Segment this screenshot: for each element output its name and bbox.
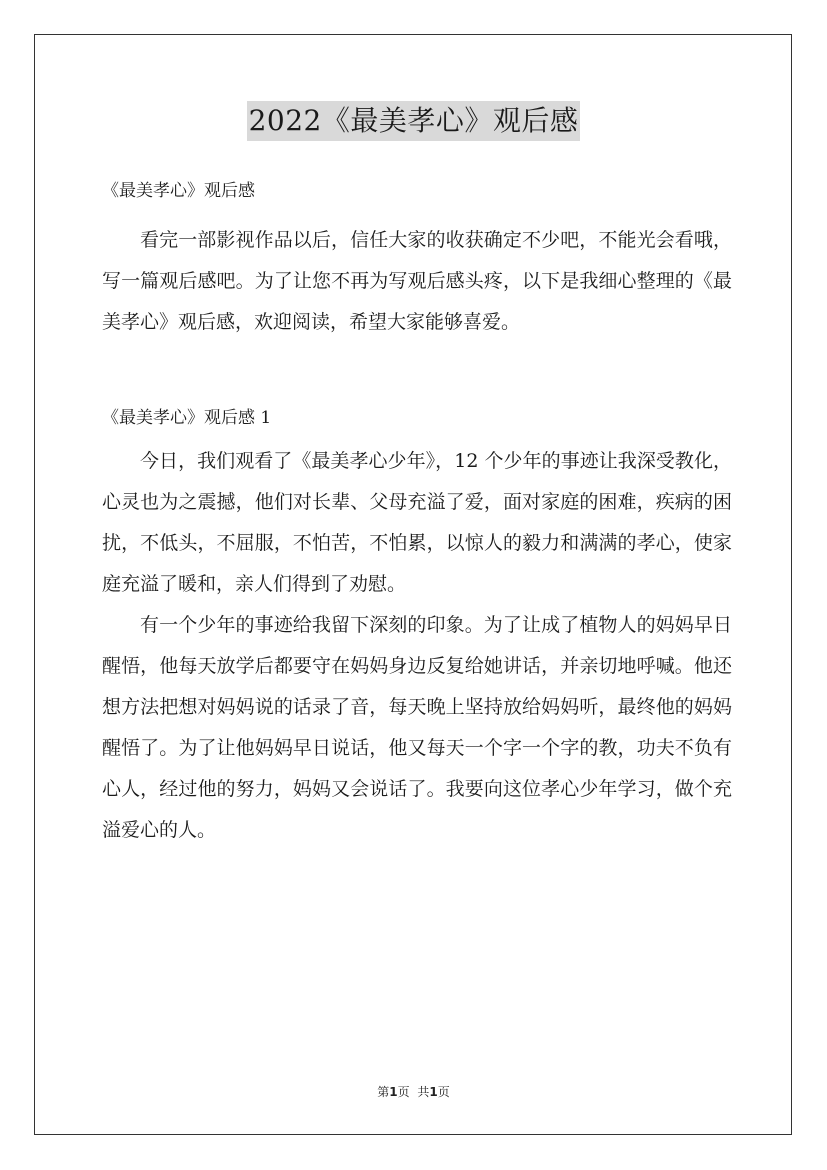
- footer-total-unit: 页: [437, 1085, 450, 1099]
- footer-total-prefix: 共: [417, 1085, 430, 1099]
- title-container: [0, 101, 827, 141]
- document-body: [102, 174, 732, 851]
- footer-prefix: 第: [377, 1085, 390, 1099]
- footer-page-unit: 页: [397, 1085, 410, 1099]
- intro-paragraph: 看完一部影视作品以后，信任大家的收获确定不少吧，不能光会看哦，写一篇观后感吧。为了让您不再为写观后感头疼，以下是我细心整理的《最美孝心》观后感，欢迎阅读，希望大家能够喜爱。: [102, 229, 732, 333]
- body-paragraph-2: 有一个少年的事迹给我留下深刻的印象。为了让成了植物人的妈妈早日醒悟，他每天放学后都要守在妈妈身边反复给她讲话，并亲切地呼喊。他还想方法把想对妈妈说的话录了音，每天晚上坚持放给妈妈听，最终他的妈妈醒悟了。为了让他妈妈早日说话，他又每天一个字一个字的教，功夫不负有心人，经过他的努力，妈妈又会说话了。我要向这位孝心少年学习，做个充溢爱心的人。: [102, 614, 732, 841]
- document-title: 2022《最美孝心》观后感: [247, 101, 581, 141]
- section-spacer: [102, 343, 732, 401]
- body-paragraph-1: 今日，我们观看了《最美孝心少年》，12 个少年的事迹让我深受教化，心灵也为之震撼，他们对长辈、父母充溢了爱，面对家庭的困难，疾病的困扰，不低头，不屈服，不怕苦，不怕累，以惊人的毅力和满满的孝心，使家庭充溢了暖和，亲人们得到了劝慰。: [102, 450, 732, 595]
- intro-heading: 《最美孝心》观后感: [102, 181, 255, 201]
- footer-page-number: 1: [389, 1085, 398, 1099]
- footer-total-pages: 1: [429, 1085, 438, 1099]
- page-footer: [0, 1083, 827, 1100]
- section-heading: 《最美孝心》观后感 1: [102, 408, 272, 428]
